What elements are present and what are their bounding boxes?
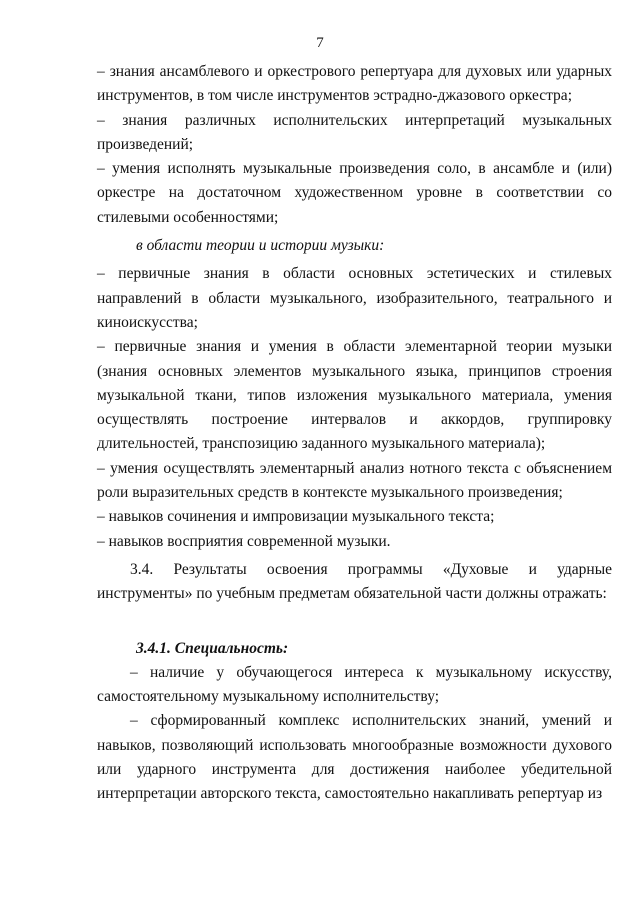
section-heading-specialty: 3.4.1. Специальность: xyxy=(136,639,289,657)
section-heading-theory-history: в области теории и истории музыки: xyxy=(136,237,385,255)
paragraph-interpretations: – знания различных исполнительских интерпретаций музыкальных произведений; xyxy=(97,111,612,153)
spacer xyxy=(97,607,612,637)
paragraph-performance-complex: – сформированный комплекс исполнительских знаний, умений и навыков, позволяющий использовать многообразные возможности духового или ударного инструмента для достижения наиболее убедительной интерпретации авторского текста, самостоятельно накапливать репертуар из xyxy=(97,712,612,803)
paragraph-modern-music: – навыков восприятия современной музыки. xyxy=(97,532,391,550)
paragraph-text-analysis: – умения осуществлять элементарный анализ нотного текста с объяснением роли выразительных средств в контексте музыкального произведения; xyxy=(97,459,612,502)
paragraph-interest: – наличие у обучающегося интереса к музыкальному искусству, самостоятельному музыкальному исполнительству; xyxy=(97,663,612,706)
page-number: 7 xyxy=(316,35,324,51)
paragraph-composition-skills: – навыков сочинения и импровизации музыкального текста; xyxy=(97,508,495,526)
paragraph-aesthetic-knowledge: – первичные знания в области основных эстетических и стилевых направлений в области музыкального, изобразительного, театрального и киноискусства; xyxy=(97,265,612,331)
paragraph-ensemble-repertoire: – знания ансамблевого и оркестрового репертуара для духовых или ударных инструментов, в том числе инструментов эстрадно-джазового оркестра; xyxy=(97,63,612,105)
paragraph-program-results: 3.4. Результаты освоения программы «Духовые и ударные инструменты» по учебным предметам обязательной части должны отражать: xyxy=(97,560,612,603)
document-body xyxy=(97,60,612,807)
paragraph-music-theory: – первичные знания и умения в области элементарной теории музыки (знания основных элементов музыкального языка, принципов строения музыкальной ткани, типов изложения музыкального материала, умения осуществлять построение интервалов и аккордов, группировку длительностей, транспозицию заданного музыкального материала); xyxy=(97,338,612,453)
paragraph-performance-skills: – умения исполнять музыкальные произведения соло, в ансамбле и (или) оркестре на достаточном художественном уровне в соответствии со стилевыми особенностями; xyxy=(97,160,612,226)
